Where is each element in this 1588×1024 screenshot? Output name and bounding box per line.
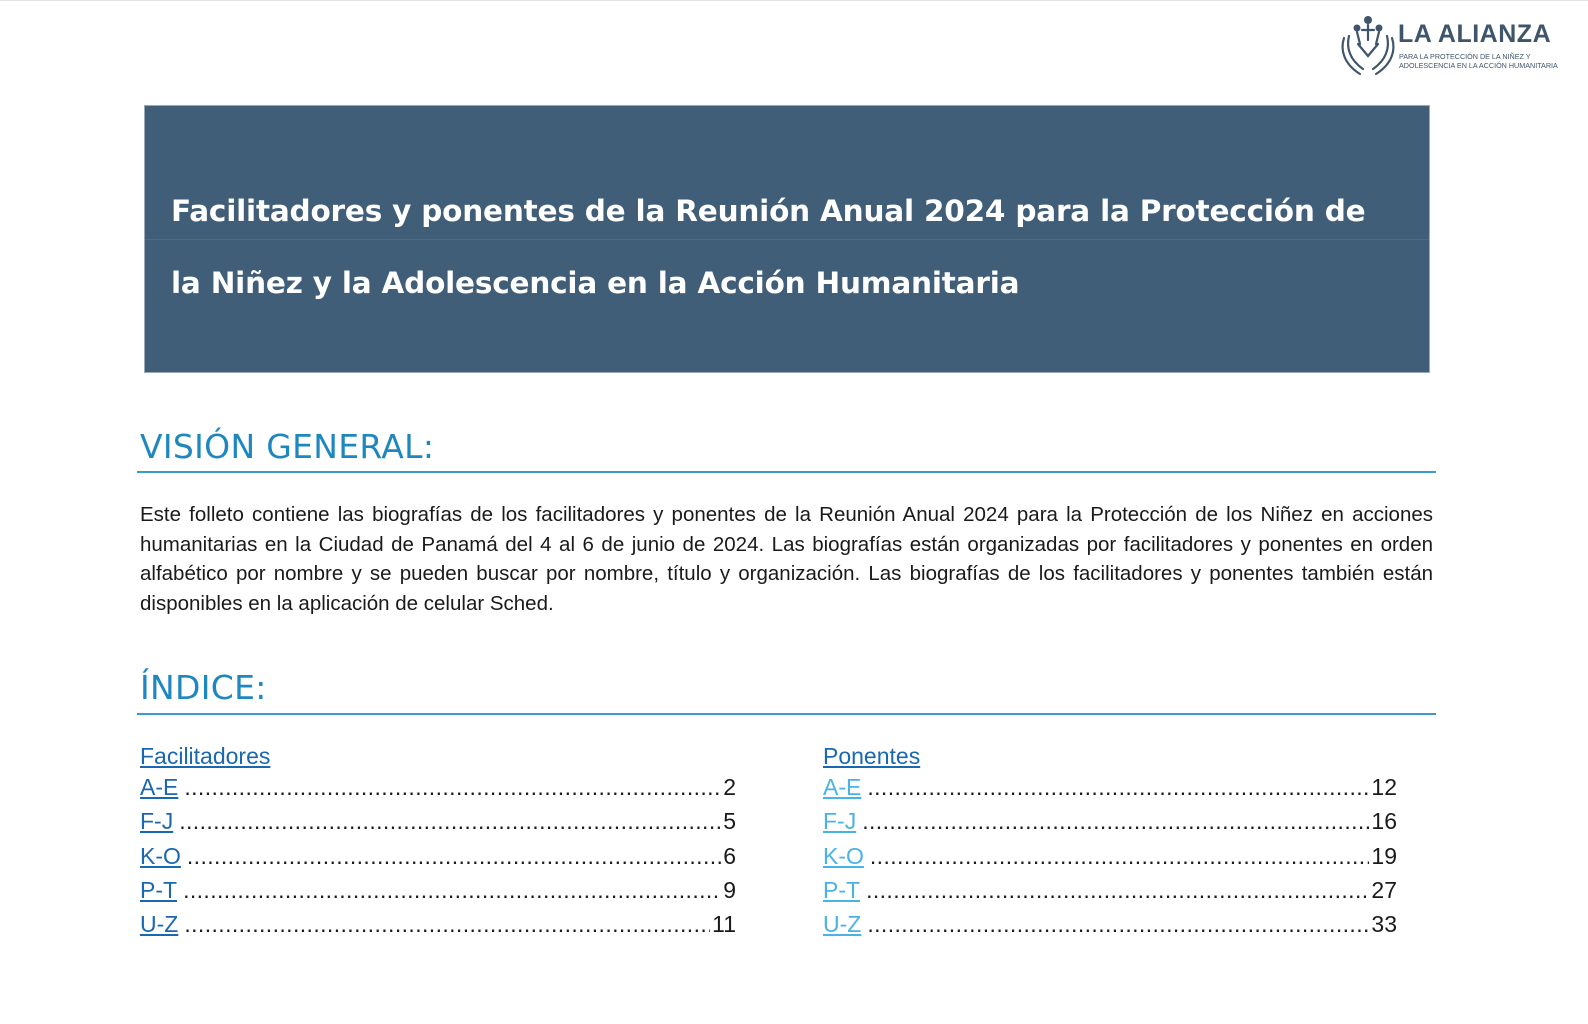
overview-paragraph: Este folleto contiene las biografías de los facilitadores y ponentes de la Reunión Anual 2024 para la Protección de los Niñez en acciones humanitarias en la Ciudad de Panamá del 4 al 6 de junio de 2024. Las biografías están organizadas por facilitadores y ponentes en orden alfabético por nombre y se pueden buscar por nombre, título y organización. Las biografías de los facilitadores y ponentes también están disponibles en la aplicación de celular Sched. (140, 503, 1433, 615)
toc-leader-dots (867, 911, 1369, 938)
toc-row (823, 808, 1397, 842)
banner-divider (145, 239, 1429, 240)
facilitadores-a-e-link[interactable]: A-E (140, 774, 179, 800)
toc-leader-dots (187, 843, 721, 870)
title-banner (145, 106, 1429, 372)
logo-tagline-line2: ADOLESCENCIA EN LA ACCIÓN HUMANITARIA (1399, 61, 1558, 70)
toc-page-number: 5 (723, 808, 736, 835)
toc-page-number: 27 (1371, 876, 1397, 903)
toc-row (823, 877, 1397, 911)
toc-row (823, 911, 1397, 945)
toc-row (140, 774, 736, 808)
toc-leader-dots (183, 877, 721, 904)
toc-page-number: 19 (1371, 842, 1397, 869)
ponentes-f-j-link[interactable]: F-J (823, 808, 857, 835)
logo-tagline-line1: PARA LA PROTECCIÓN DE LA NIÑEZ Y (1399, 52, 1531, 61)
ponentes-k-o-link[interactable]: K-O (823, 842, 864, 869)
facilitadores-p-t-link[interactable]: P-T (140, 876, 178, 903)
index-heading: ÍNDICE: (140, 668, 267, 707)
toc-leader-dots (862, 808, 1369, 835)
logo-tagline (1399, 52, 1579, 70)
toc-row (140, 808, 736, 842)
ponentes-link[interactable]: Ponentes (823, 743, 921, 769)
facilitadores-link[interactable]: Facilitadores (140, 743, 271, 769)
index-facilitadores-column (140, 740, 736, 945)
ponentes-u-z-link[interactable]: U-Z (823, 911, 862, 938)
facilitadores-f-j-link[interactable]: F-J (140, 808, 174, 835)
toc-page-number: 33 (1371, 911, 1397, 938)
toc-page-number: 12 (1371, 774, 1397, 800)
toc-row (140, 911, 736, 945)
hands-children-logo-icon (1338, 14, 1398, 80)
overview-heading: VISIÓN GENERAL: (140, 427, 435, 466)
toc-leader-dots (866, 877, 1369, 904)
ponentes-p-t-link[interactable]: P-T (823, 876, 861, 903)
toc-page-number: 6 (723, 842, 736, 869)
toc-page-number: 16 (1371, 808, 1397, 835)
toc-leader-dots (184, 774, 721, 801)
toc-row (823, 774, 1397, 808)
facilitadores-k-o-link[interactable]: K-O (140, 842, 181, 869)
la-alianza-logo (1338, 14, 1578, 80)
page-top-border (0, 0, 1588, 1)
overview-heading-rule (137, 471, 1436, 473)
toc-row (140, 877, 736, 911)
index-heading-rule (137, 713, 1436, 715)
toc-page-number: 11 (712, 911, 736, 938)
ponentes-a-e-link[interactable]: A-E (823, 774, 862, 800)
toc-row (140, 843, 736, 877)
facilitadores-u-z-link[interactable]: U-Z (140, 911, 179, 938)
logo-title: LA ALIANZA (1398, 20, 1552, 48)
toc-page-number: 9 (723, 876, 736, 903)
document-title-line-1: Facilitadores y ponentes de la Reunión Anual 2024 para la Protección de (171, 194, 1366, 228)
toc-page-number: 2 (723, 774, 736, 800)
toc-leader-dots (870, 843, 1370, 870)
toc-row (823, 843, 1397, 877)
toc-leader-dots (867, 774, 1369, 801)
toc-leader-dots (184, 911, 710, 938)
document-title-line-2: la Niñez y la Adolescencia en la Acción Humanitaria (171, 266, 1020, 300)
toc-leader-dots (179, 808, 721, 835)
index-ponentes-column (823, 740, 1397, 945)
